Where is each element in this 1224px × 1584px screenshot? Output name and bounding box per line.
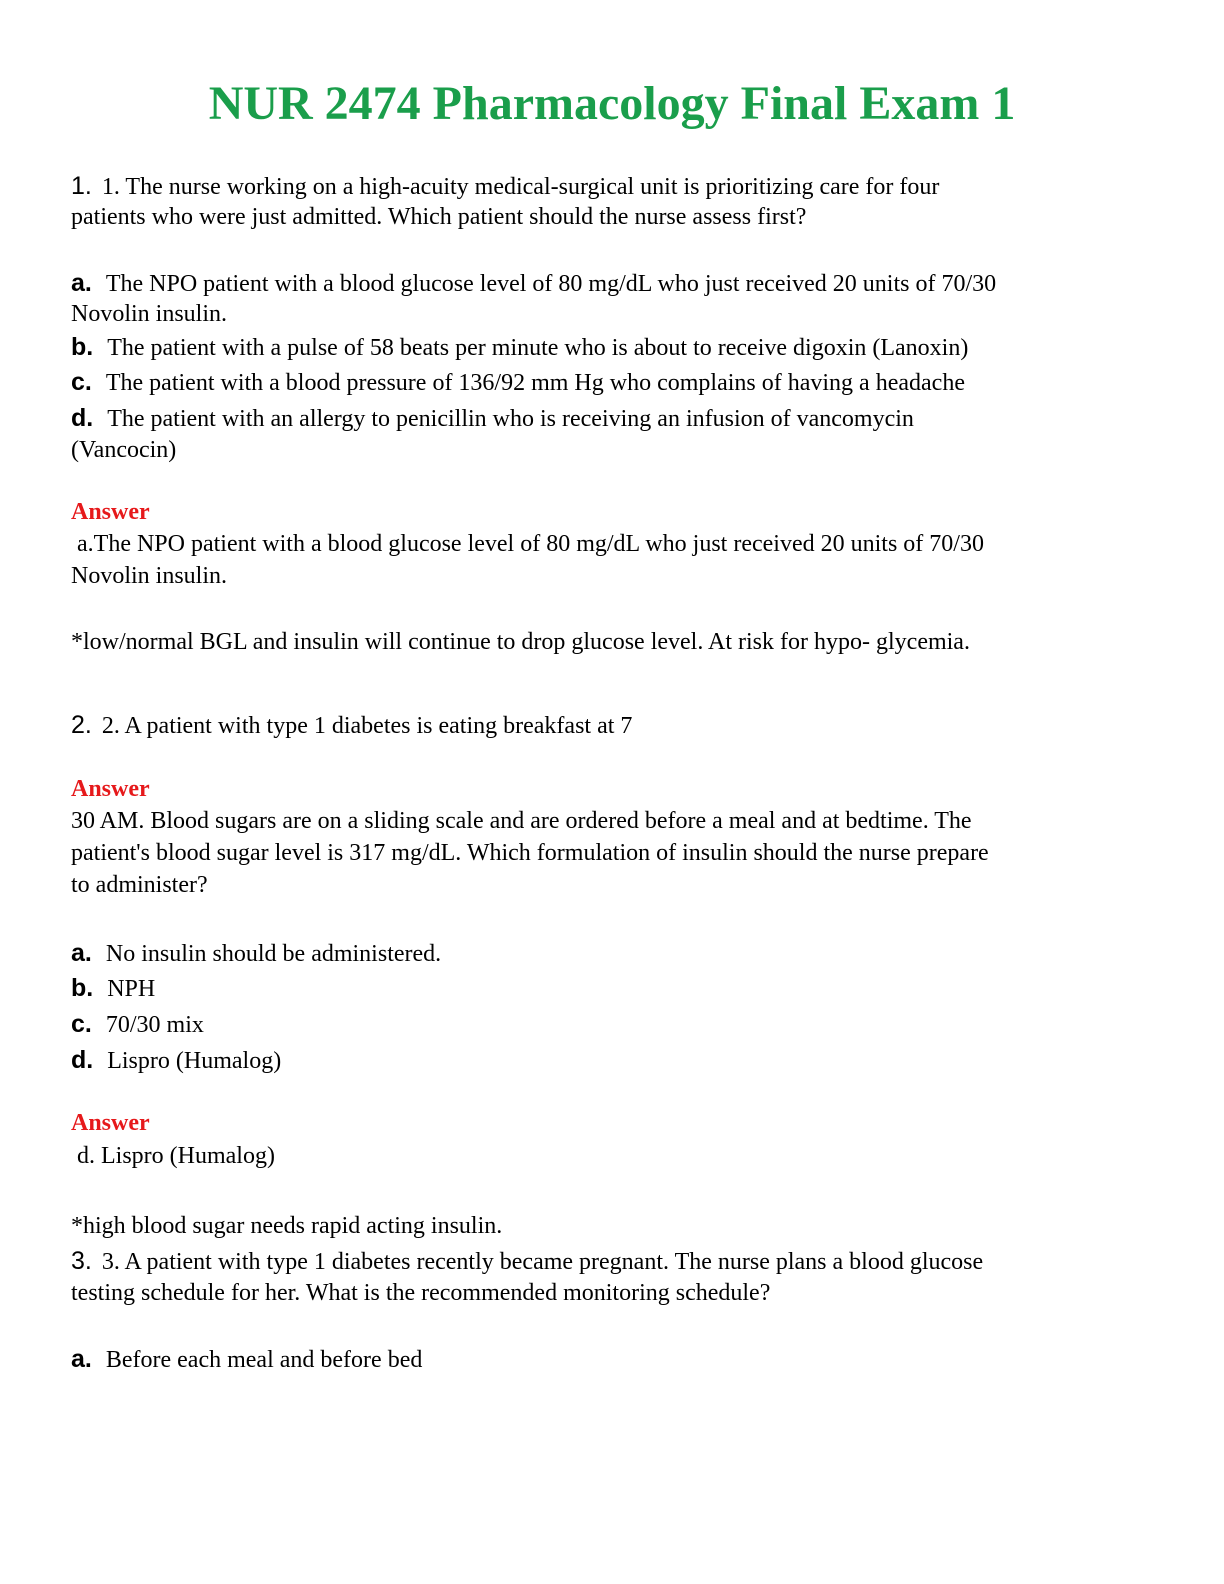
option-text: Before each meal and before bed <box>105 1347 423 1373</box>
question-3-line-1 <box>71 1246 983 1278</box>
answer-label: Answer <box>71 1110 150 1136</box>
option-letter: c. <box>71 368 92 396</box>
question-2-answer: d. Lispro (Humalog) <box>77 1143 275 1169</box>
question-1-rationale: *low/normal BGL and insulin will continue to drop glucose level. At risk for hypo- glycemia. <box>71 629 970 655</box>
question-3-option-a <box>71 1344 422 1376</box>
option-text: NPH <box>107 976 156 1002</box>
question-2-number: 2. <box>71 711 92 739</box>
option-letter: a. <box>71 939 92 967</box>
option-text: The patient with a blood pressure of 136/92 mm Hg who complains of having a headache <box>105 370 965 396</box>
option-text: The patient with a pulse of 58 beats per minute who is about to receive digoxin (Lanoxin) <box>107 335 969 361</box>
question-1-option-d-cont: (Vancocin) <box>71 437 177 463</box>
question-1-answer-cont: Novolin insulin. <box>71 563 228 589</box>
question-1-option-c <box>71 367 965 399</box>
question-2-option-d <box>71 1045 281 1077</box>
option-letter: d. <box>71 404 94 432</box>
answer-label: Answer <box>71 499 150 525</box>
option-text: The patient with an allergy to penicillin who is receiving an infusion of vancomycin <box>107 406 914 432</box>
question-2-continuation-2: patient's blood sugar level is 317 mg/dL. Which formulation of insulin should the nurse prepare <box>71 840 989 866</box>
option-letter: d. <box>71 1046 94 1074</box>
option-text: No insulin should be administered. <box>105 941 442 967</box>
question-1-option-d <box>71 403 914 435</box>
option-letter: c. <box>71 1010 92 1038</box>
question-2-rationale: *high blood sugar needs rapid acting insulin. <box>71 1213 503 1239</box>
answer-label: Answer <box>71 776 150 802</box>
question-1-option-b <box>71 332 968 364</box>
option-letter: a. <box>71 269 92 297</box>
question-1-line-2: patients who were just admitted. Which patient should the nurse assess first? <box>71 204 807 230</box>
option-text: 70/30 mix <box>105 1012 204 1038</box>
option-text: The NPO patient with a blood glucose level of 80 mg/dL who just received 20 units of 70/30 <box>105 271 997 297</box>
question-1-option-a-cont: Novolin insulin. <box>71 301 228 327</box>
question-3-text: 3. A patient with type 1 diabetes recently became pregnant. The nurse plans a blood glucose <box>101 1249 984 1275</box>
option-letter: b. <box>71 974 94 1002</box>
question-3-number: 3. <box>71 1247 92 1275</box>
question-2-continuation-3: to administer? <box>71 872 208 898</box>
option-letter: a. <box>71 1345 92 1373</box>
question-2-option-a <box>71 938 441 970</box>
question-2-text: 2. A patient with type 1 diabetes is eating breakfast at 7 <box>101 713 633 739</box>
question-1-answer: a.The NPO patient with a blood glucose level of 80 mg/dL who just received 20 units of 70/30 <box>77 531 984 557</box>
question-1-line-1 <box>71 171 939 203</box>
question-1-number: 1. <box>71 172 92 200</box>
question-2-line-1 <box>71 710 632 742</box>
page-title: NUR 2474 Pharmacology Final Exam 1 <box>208 77 1016 130</box>
option-letter: b. <box>71 333 94 361</box>
question-2-option-c <box>71 1009 204 1041</box>
question-1-option-a <box>71 268 996 300</box>
question-3-line-2: testing schedule for her. What is the recommended monitoring schedule? <box>71 1280 771 1306</box>
question-2-continuation-1: 30 AM. Blood sugars are on a sliding scale and are ordered before a meal and at bedtime. The <box>71 808 972 834</box>
option-text: Lispro (Humalog) <box>107 1048 282 1074</box>
question-2-option-b <box>71 973 155 1005</box>
question-1-text: 1. The nurse working on a high-acuity medical-surgical unit is prioritizing care for four <box>101 174 940 200</box>
